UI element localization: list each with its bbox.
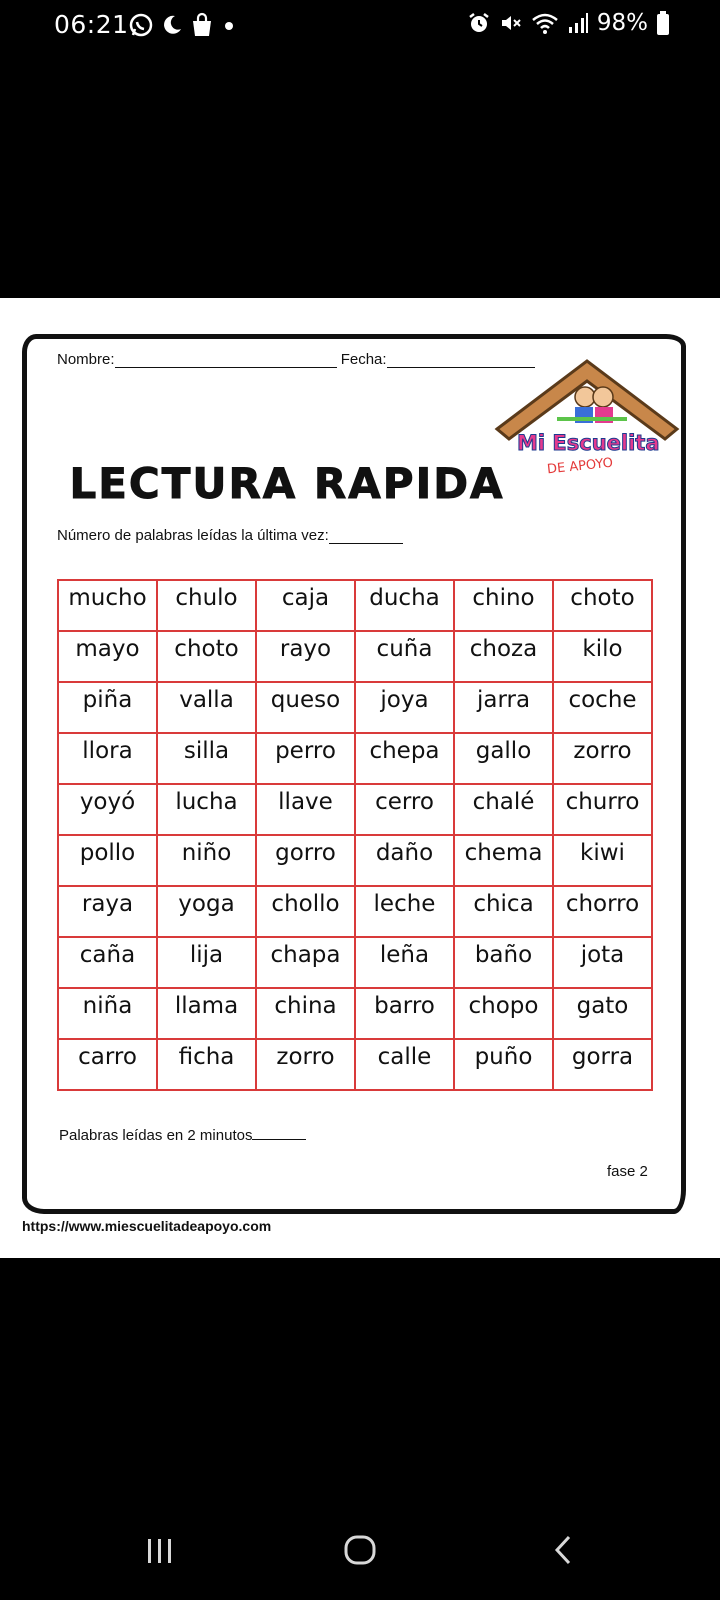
word-cell: llora: [58, 733, 157, 784]
word-cell: joya: [355, 682, 454, 733]
signal-icon: [567, 11, 589, 35]
word-cell: chulo: [157, 580, 256, 631]
nombre-label: Nombre:: [57, 351, 115, 368]
words-table: [57, 579, 653, 1091]
word-cell: puño: [454, 1039, 553, 1090]
word-cell: gallo: [454, 733, 553, 784]
word-cell: valla: [157, 682, 256, 733]
word-cell: chica: [454, 886, 553, 937]
word-cell: queso: [256, 682, 355, 733]
back-icon: [545, 1530, 585, 1570]
nombre-blank: [115, 367, 337, 368]
word-cell: cerro: [355, 784, 454, 835]
word-cell: raya: [58, 886, 157, 937]
word-cell: leña: [355, 937, 454, 988]
table-row: [58, 784, 652, 835]
table-row: [58, 1039, 652, 1090]
word-cell: chino: [454, 580, 553, 631]
last-time-field: [57, 527, 403, 544]
word-cell: yoga: [157, 886, 256, 937]
last-time-blank: [329, 543, 403, 544]
word-cell: yoyó: [58, 784, 157, 835]
status-bar: [0, 0, 720, 56]
word-cell: chorro: [553, 886, 652, 937]
word-cell: choto: [157, 631, 256, 682]
home-icon: [340, 1530, 380, 1570]
word-cell: chollo: [256, 886, 355, 937]
table-row: [58, 580, 652, 631]
status-right-icons: [467, 10, 670, 36]
word-cell: kilo: [553, 631, 652, 682]
word-cell: gato: [553, 988, 652, 1039]
whatsapp-icon: [128, 12, 154, 38]
status-time: 06:21: [54, 10, 129, 39]
home-button[interactable]: [300, 1500, 420, 1600]
word-cell: pollo: [58, 835, 157, 886]
table-row: [58, 988, 652, 1039]
word-cell: lucha: [157, 784, 256, 835]
word-cell: china: [256, 988, 355, 1039]
moon-icon: [160, 13, 184, 37]
word-cell: chapa: [256, 937, 355, 988]
table-row: [58, 886, 652, 937]
word-cell: chema: [454, 835, 553, 886]
word-cell: niño: [157, 835, 256, 886]
word-cell: coche: [553, 682, 652, 733]
word-cell: mayo: [58, 631, 157, 682]
table-row: [58, 937, 652, 988]
word-cell: gorra: [553, 1039, 652, 1090]
table-row: [58, 682, 652, 733]
fecha-label: Fecha:: [340, 351, 387, 368]
last-time-label: Número de palabras leídas la última vez:: [57, 527, 329, 544]
mute-icon: [499, 11, 523, 35]
back-button[interactable]: [505, 1500, 625, 1600]
word-cell: chopo: [454, 988, 553, 1039]
word-cell: niña: [58, 988, 157, 1039]
phase-label: fase 2: [607, 1163, 648, 1180]
word-cell: rayo: [256, 631, 355, 682]
word-cell: gorro: [256, 835, 355, 886]
word-cell: baño: [454, 937, 553, 988]
table-row: [58, 733, 652, 784]
word-cell: caña: [58, 937, 157, 988]
word-cell: silla: [157, 733, 256, 784]
word-cell: daño: [355, 835, 454, 886]
dot-icon: [220, 13, 238, 37]
word-cell: perro: [256, 733, 355, 784]
word-cell: cuña: [355, 631, 454, 682]
word-cell: caja: [256, 580, 355, 631]
word-cell: ficha: [157, 1039, 256, 1090]
word-cell: chalé: [454, 784, 553, 835]
word-cell: churro: [553, 784, 652, 835]
word-cell: ducha: [355, 580, 454, 631]
word-cell: zorro: [256, 1039, 355, 1090]
word-cell: jarra: [454, 682, 553, 733]
logo-text: Mi Escuelita: [517, 431, 660, 455]
alarm-icon: [467, 11, 491, 35]
source-url: https://www.miescuelitadeapoyo.com: [22, 1218, 272, 1234]
word-cell: jota: [553, 937, 652, 988]
image-viewer[interactable]: [0, 298, 720, 1258]
table-row: [58, 835, 652, 886]
navigation-bar: [0, 1500, 720, 1600]
minutes-field: [59, 1127, 306, 1144]
shopping-bag-icon: [190, 12, 214, 38]
word-cell: piña: [58, 682, 157, 733]
nombre-field: [57, 351, 535, 368]
page-title: LECTURA RAPIDA: [69, 459, 505, 508]
battery-percent: 98%: [596, 10, 648, 36]
table-row: [58, 631, 652, 682]
word-cell: mucho: [58, 580, 157, 631]
word-cell: kiwi: [553, 835, 652, 886]
minutes-label: Palabras leídas en 2 minutos: [59, 1127, 253, 1144]
word-cell: choto: [553, 580, 652, 631]
worksheet-frame: [22, 334, 686, 1214]
word-cell: llave: [256, 784, 355, 835]
word-cell: chepa: [355, 733, 454, 784]
word-cell: leche: [355, 886, 454, 937]
word-cell: llama: [157, 988, 256, 1039]
status-left-icons: [128, 12, 238, 38]
minutes-blank: [252, 1139, 306, 1140]
word-cell: barro: [355, 988, 454, 1039]
word-cell: carro: [58, 1039, 157, 1090]
word-cell: calle: [355, 1039, 454, 1090]
wifi-icon: [531, 11, 559, 35]
recent-apps-icon: [140, 1530, 180, 1570]
word-cell: choza: [454, 631, 553, 682]
recent-apps-button[interactable]: [100, 1500, 220, 1600]
word-cell: zorro: [553, 733, 652, 784]
battery-icon: [656, 10, 670, 36]
logo-subtext: DE APOYO: [546, 455, 614, 478]
word-cell: lija: [157, 937, 256, 988]
